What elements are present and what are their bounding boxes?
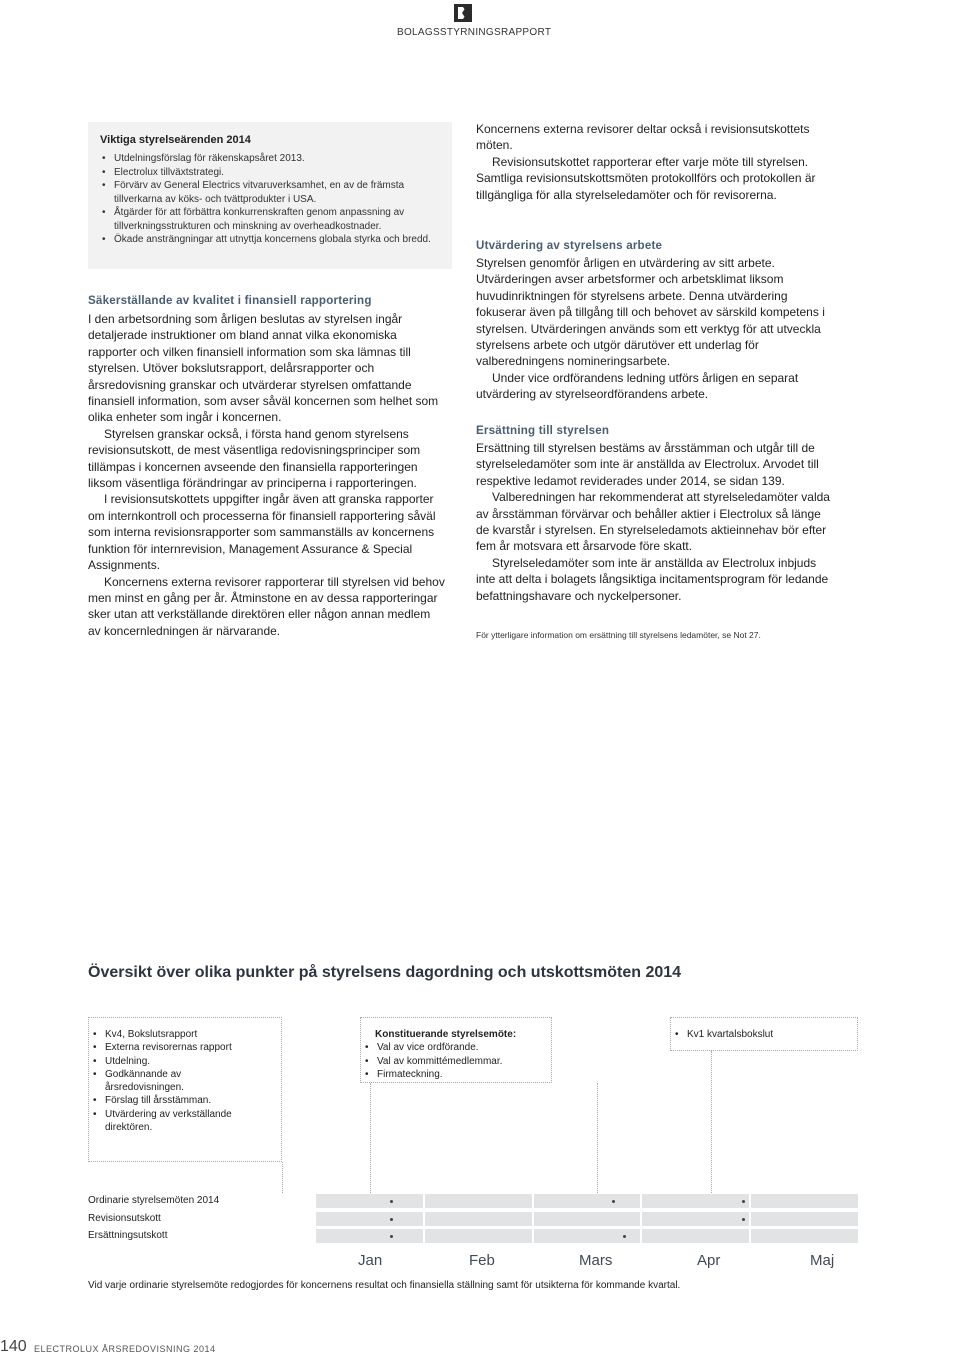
list-item: • Ökade ansträngningar att utnyttja koncernens globala styrka och bredd. bbox=[100, 233, 445, 247]
list-item: • Utdelningsförslag för räkenskapsåret 2013. bbox=[100, 152, 445, 166]
list-item: • Åtgärder för att förbättra konkurrenskraften genom anpassning av tillverkningsstrukturen och minskning av overheadkostnader. bbox=[100, 206, 445, 233]
list-item: • Godkännande av årsredovisningen. bbox=[89, 1068, 225, 1095]
paragraph: Koncernens externa revisorer deltar också i revisionsutskottets möten. bbox=[476, 122, 810, 153]
timeline-bar-segment bbox=[316, 1194, 423, 1208]
list-item: • Utdelning. bbox=[89, 1055, 281, 1068]
timeline-bar-segment bbox=[751, 1229, 858, 1243]
meeting-dot bbox=[612, 1200, 615, 1203]
paragraph: Styrelsen genomför årligen en utvärdering av sitt arbete. Utvärderingen avser arbetsformer och arbetsklimat liksom huvudinriktningen för styrelsens arbete. Denna utvärdering fokuserar även på tillgång till och behovet av särskild kompetens i styrelsen. Utvärderingen används som ett verktyg för att utveckla styrelsens arbete och utgör därutöver ett underlag för valberedningens nomineringsarbete. bbox=[476, 256, 825, 369]
body-text bbox=[88, 311, 445, 639]
timeline-bar-segment bbox=[534, 1194, 641, 1208]
connector-line bbox=[711, 1051, 712, 1193]
body-text bbox=[476, 255, 836, 403]
agenda-box-title: Konstituerande styrelsemöte: bbox=[375, 1029, 517, 1040]
timeline-bar-segment bbox=[425, 1194, 532, 1208]
footnote: För ytterligare information om ersättning till styrelsens ledamöter, se Not 27. bbox=[476, 630, 761, 640]
month-label: Apr bbox=[697, 1252, 721, 1269]
meeting-dot bbox=[390, 1218, 393, 1221]
overview-caption: Vid varje ordinarie styrelsemöte redogjordes för koncernens resultat och finansiella ställning samt för utsikterna för kommande kvartal. bbox=[88, 1280, 681, 1291]
timeline-bar-segment bbox=[316, 1212, 423, 1226]
list-item: • Kv4, Bokslutsrapport bbox=[89, 1028, 281, 1041]
list-item: • Kv1 kvartalsbokslut bbox=[671, 1028, 857, 1041]
paragraph: I revisionsutskottets uppgifter ingår även att granska rapporter om internkontroll och processerna för finansiell rapportering såväl som interna revisionsrapporter som sammanställs av koncernens funktion för internrevision, Management Assurance & Special Assignments. bbox=[88, 492, 436, 573]
list-item: • Val av kommittémedlemmar. bbox=[361, 1055, 551, 1068]
timeline-bar-segment bbox=[316, 1229, 423, 1243]
highlights-list bbox=[100, 152, 445, 247]
month-label: Feb bbox=[469, 1252, 495, 1269]
electrolux-logo-icon bbox=[454, 4, 472, 22]
connector-line bbox=[370, 1083, 371, 1193]
paragraph: Valberedningen har rekommenderat att styrelseledamöter valda av årsstämman förvärvar och behåller aktier i Electrolux så länge de kvarstår i styrelsen. En styrelseledamots aktieinnehav bör efter fem år motsvara ett årsarvode före skatt. bbox=[476, 490, 830, 554]
paragraph: Koncernens externa revisorer rapporterar till styrelsen vid behov men minst en gång per år. Åtminstone en av dessa rapporteringar sker utan att verkställande direktören eller någon annan medlem av koncernledningen är närvarande. bbox=[88, 574, 445, 638]
list-item: • Electrolux tillväxtstrategi. bbox=[100, 166, 445, 180]
section-label: BOLAGSSTYRNINGSRAPPORT bbox=[397, 27, 552, 38]
body-text bbox=[476, 440, 836, 604]
month-label: Maj bbox=[810, 1252, 835, 1269]
month-label: Jan bbox=[358, 1252, 383, 1269]
timeline-bar-segment bbox=[642, 1229, 749, 1243]
paragraph: Styrelsen granskar också, i första hand genom styrelsens revisionsutskott, de mest väsentliga redovisningsprinciper som tillämpas i koncernen avseende den finansiella rapporteringen liksom väsentliga förändringar av principerna i rapporteringen. bbox=[88, 426, 421, 491]
paragraph: Under vice ordförandens ledning utförs årligen en separat utvärdering av styrelseordförandens arbete. bbox=[476, 370, 799, 402]
agenda-box-january bbox=[88, 1017, 282, 1162]
overview-title: Översikt över olika punkter på styrelsens dagordning och utskottsmöten 2014 bbox=[88, 964, 682, 981]
timeline-bar-segment bbox=[425, 1212, 532, 1226]
connector-line bbox=[597, 1083, 598, 1193]
connector-line bbox=[282, 1162, 283, 1193]
paragraph: Styrelseledamöter som inte är anställda av Electrolux inbjuds inte att delta i bolagets långsiktiga incitamentsprogram för ledande befattningshavare och nyckelpersoner. bbox=[476, 555, 829, 603]
list-item: • Förslag till årsstämman. bbox=[89, 1094, 281, 1107]
meeting-dot bbox=[390, 1235, 393, 1238]
list-item: • Externa revisorernas rapport bbox=[89, 1041, 281, 1054]
row-label: Revisionsutskott bbox=[88, 1213, 161, 1224]
timeline-bar-segment bbox=[642, 1194, 749, 1208]
section-heading: Utvärdering av styrelsens arbete bbox=[476, 239, 663, 252]
list-item: • Utvärdering av verkställande direktören. bbox=[89, 1108, 260, 1135]
list-item: • Val av vice ordförande. bbox=[361, 1041, 551, 1054]
meeting-dot bbox=[742, 1200, 745, 1203]
meeting-dot bbox=[390, 1200, 393, 1203]
list-item: • Firmateckning. bbox=[361, 1068, 551, 1081]
timeline-bar-segment bbox=[751, 1194, 858, 1208]
row-label: Ersättningsutskott bbox=[88, 1230, 168, 1241]
agenda-box-april bbox=[670, 1017, 858, 1051]
timeline-bar-segment bbox=[534, 1212, 641, 1226]
body-text bbox=[476, 121, 836, 203]
paragraph: I den arbetsordning som årligen beslutas av styrelsen ingår detaljerade instruktioner om bland annat vilka ekonomiska rapporter och vilken finansiell information som ska lämnas till styrelsen. Utöver bokslutsrapport, delårsrapporter och årsredovisning granskar och utvärderar styrelsen omfattande finansiell information, som avser såväl koncernen som helhet som olika enheter som ingår i koncernen. bbox=[88, 312, 439, 425]
timeline-bar-segment bbox=[425, 1229, 532, 1243]
list-item: • Förvärv av General Electrics vitvaruverksamhet, en av de främsta tillverkarna av köks- och tvättprodukter i USA. bbox=[100, 179, 445, 206]
timeline-bar-segment bbox=[642, 1212, 749, 1226]
page-number: 140 bbox=[0, 1338, 27, 1355]
publication-title: ELECTROLUX ÅRSREDOVISNING 2014 bbox=[34, 1344, 216, 1354]
timeline-bar-segment bbox=[751, 1212, 858, 1226]
paragraph: Revisionsutskottet rapporterar efter varje möte till styrelsen. Samtliga revisionsutskottsmöten protokollförs och protokollen är tillgängliga för alla styrelseledamöter och för revisorerna. bbox=[476, 154, 816, 202]
section-heading: Ersättning till styrelsen bbox=[476, 424, 610, 437]
highlights-title: Viktiga styrelseärenden 2014 bbox=[100, 134, 251, 146]
meeting-dot bbox=[623, 1235, 626, 1238]
agenda-box-march bbox=[360, 1017, 552, 1083]
section-heading: Säkerställande av kvalitet i finansiell rapportering bbox=[88, 294, 372, 307]
month-label: Mars bbox=[579, 1252, 613, 1269]
row-label: Ordinarie styrelsemöten 2014 bbox=[88, 1195, 220, 1206]
meeting-dot bbox=[742, 1218, 745, 1221]
paragraph: Ersättning till styrelsen bestäms av årsstämman och utgår till de styrelseledamöter som inte är anställda av Electrolux. Arvodet till respektive ledamot reviderades under 2014, se sidan 139. bbox=[476, 441, 819, 488]
